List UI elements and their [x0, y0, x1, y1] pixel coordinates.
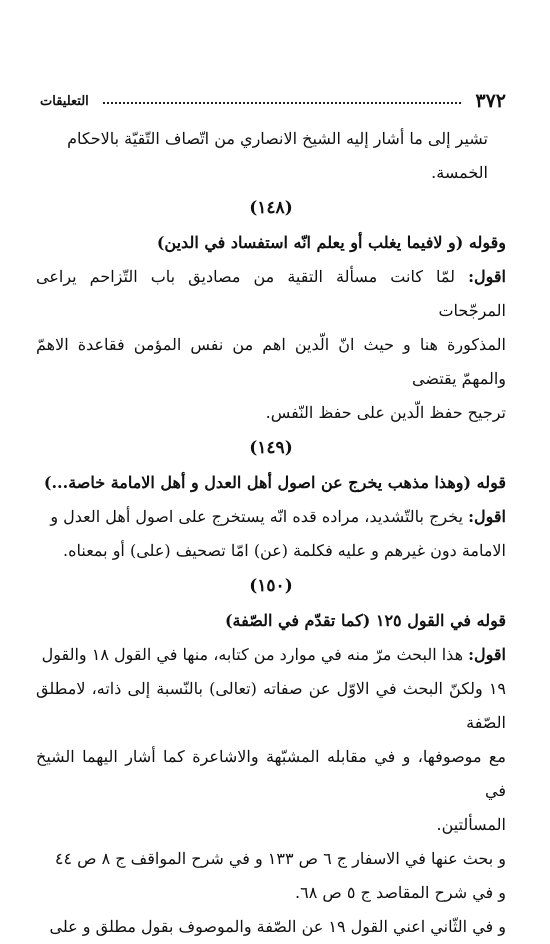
note-number: (١٤٨) — [249, 198, 293, 218]
comment-label: اقول: — [468, 645, 506, 664]
quoted-heading: قوله (وهذا مذهب يخرج عن اصول أهل العدل و أهل الامامة خاصة...) — [43, 473, 506, 492]
paragraph — [36, 122, 506, 190]
note-number: (١٥٠) — [249, 576, 293, 596]
running-title: التعليقات — [40, 93, 89, 109]
comment-paragraph — [36, 260, 506, 430]
paragraph — [36, 910, 506, 944]
quoted-heading: قوله في القول ١٢٥ (كما تقدّم في الصّفة) — [224, 611, 506, 630]
text-line: المذكورة هنا و حيث انّ الّدين اهم من نفس المؤمن فقاعدة الاهمّ والمهمّ يقتضى — [36, 335, 506, 388]
text-line: و بحث عنها في الاسفار ج ٦ ص ١٣٣ و في شرح المواقف ج ٨ ص ٤٤ — [54, 849, 506, 868]
note-number: (١٤٩) — [249, 438, 293, 458]
text-line: يخرج بالتّشديد، مراده قده انّه يستخرج على اصول أهل العدل و — [50, 507, 464, 526]
page-number: ٣٧٢ — [475, 90, 506, 112]
comment-label: اقول: — [468, 267, 506, 286]
text-line: الخمسة. — [431, 163, 488, 182]
comment-label: اقول: — [468, 507, 506, 526]
text-line: الامامة دون غيرهم و عليه فكلمة (عن) امّا تصحيف (على) أو بمعناه. — [63, 541, 506, 560]
text-line: ترجيح حفظ الّدين على حفظ النّفس. — [265, 403, 506, 422]
text-line: المسألتين. — [436, 815, 506, 834]
paragraph — [36, 842, 506, 910]
text-line: مع موصوفها، و في مقابله المشبّهة والاشاعرة كما أشار اليهما الشيخ في — [36, 747, 507, 800]
comment-paragraph — [36, 500, 506, 568]
text-line: و في الثّاني اعني القول ١٩ عن الصّفة والموصوف بقول مطلق و على — [49, 917, 506, 936]
header-dotted-leader — [103, 102, 462, 104]
text-line: هذا البحث مرّ منه في موارد من كتابه، منها في القول ١٨ والقول — [41, 645, 464, 664]
page-header — [40, 88, 506, 114]
text-line: و في شرح المقاصد ج ٥ ص ٦٨. — [295, 883, 506, 902]
text-line: ١٩ ولكنّ البحث في الاوّل عن صفاته (تعالى) بالنّسبة إلى ذاته، لامطلق الصّفة — [36, 679, 506, 732]
page-body — [36, 122, 506, 944]
text-line: لمّا كانت مسألة التقية من مصاديق باب التّزاحم يراعى المرجّحات — [36, 267, 506, 320]
text-line: تشير إلى ما أشار إليه الشيخ الانصاري من اتّصاف التّقيّة بالاحكام — [67, 129, 488, 148]
quoted-heading: وقوله (و لافيما يغلب أو يعلم انّه استفساد في الدين) — [156, 233, 506, 252]
comment-paragraph — [36, 638, 506, 842]
